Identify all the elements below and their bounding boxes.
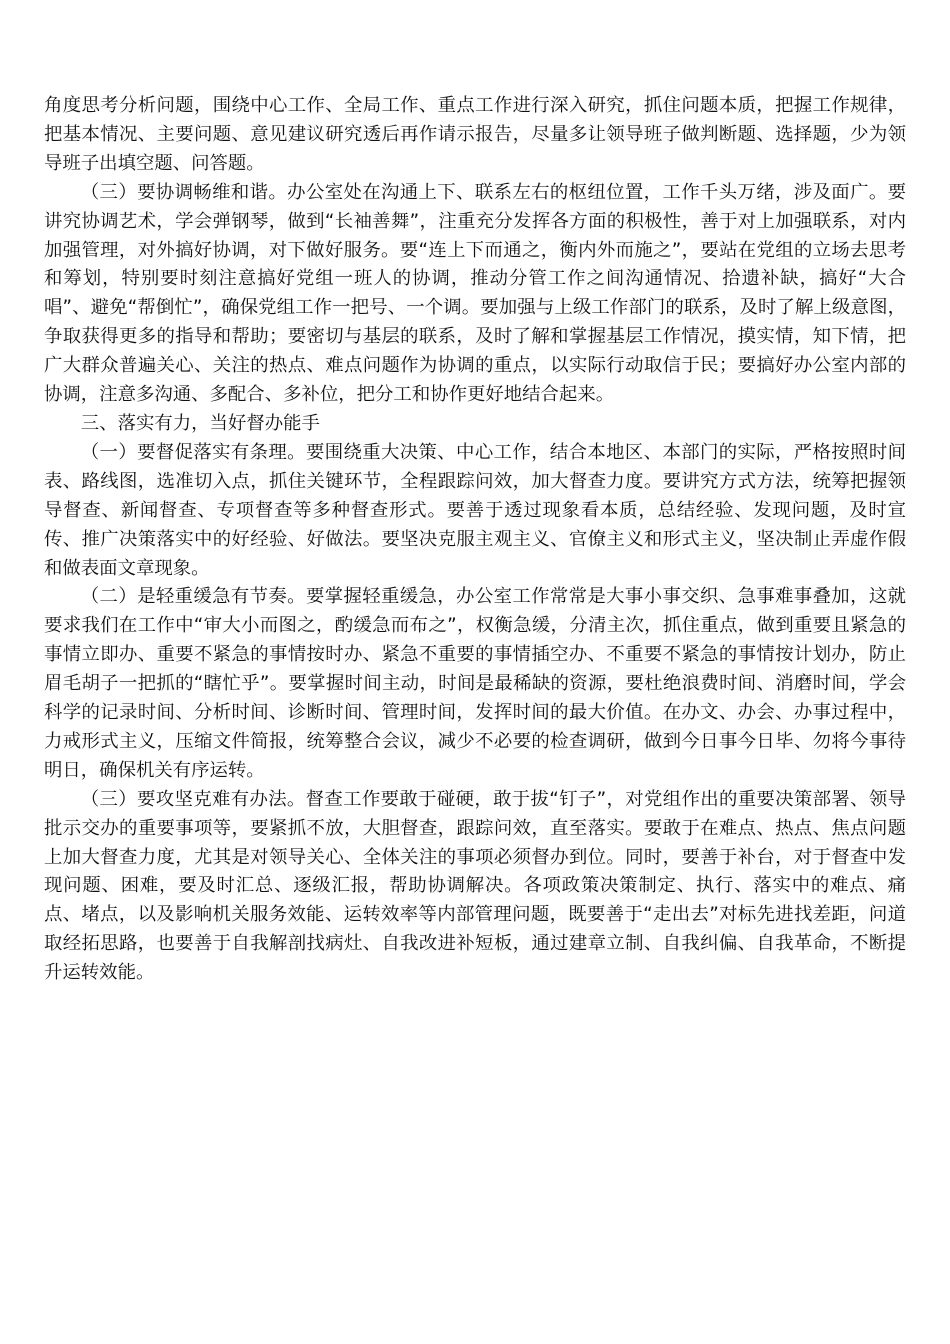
- paragraph-coordination: （三）要协调畅维和谐。办公室处在沟通上下、联系左右的枢纽位置，工作千头万绪，涉及面广。要讲究协调艺术，学会弹钢琴，做到“长袖善舞”，注重充分发挥各方面的积极性，善于对上加强联系，对内加强管理，对外搞好协调，对下做好服务。要“连上下而通之，衡内外而施之”，要站在党组的立场去思考和筹划，特别要时刻注意搞好党组一班人的协调，推动分管工作之间沟通情况、拾遗补缺，搞好“大合唱”、避免“帮倒忙”，确保党组工作一把号、一个调。要加强与上级工作部门的联系，及时了解上级意图，争取获得更多的指导和帮助；要密切与基层的联系，及时了解和掌握基层工作情况，摸实情，知下情，把广大群众普遍关心、关注的热点、难点问题作为协调的重点，以实际行动取信于民；要搞好办公室内部的协调，注意多沟通、多配合、多补位，把分工和协作更好地结合起来。: [44, 181, 906, 406]
- section-heading: 三、落实有力，当好督办能手: [80, 412, 320, 434]
- document-body: [44, 92, 906, 988]
- paragraph-supervision-order: （一）要督促落实有条理。要围绕重大决策、中心工作，结合本地区、本部门的实际，严格按照时间表、路线图，选准切入点，抓住关键环节，全程跟踪问效，加大督查力度。要讲究方式方法，统筹把握领导督查、新闻督查、专项督查等多种督查形式。要善于透过现象看本质，总结经验、发现问题，及时宣传、推广决策落实中的好经验、好做法。要坚决克服主观主义、官僚主义和形式主义，坚决制止弄虚作假和做表面文章现象。: [44, 441, 906, 579]
- paragraph-continuation: 角度思考分析问题，围绕中心工作、全局工作、重点工作进行深入研究，抓住问题本质，把握工作规律，把基本情况、主要问题、意见建议研究透后再作请示报告，尽量多让领导班子做判断题、选择题，少为领导班子出填空题、问答题。: [44, 95, 906, 174]
- paragraph-priorities: （二）是轻重缓急有节奏。要掌握轻重缓急，办公室工作常常是大事小事交织、急事难事叠加，这就要求我们在工作中“审大小而图之，酌缓急而布之”，权衡急缓，分清主次，抓住重点，做到重要且紧急的事情立即办、重要不紧急的事情按时办、紧急不重要的事情插空办、不重要不紧急的事情按计划办，防止眉毛胡子一把抓的“瞎忙乎”。要掌握时间主动，时间是最稀缺的资源，要杜绝浪费时间、消磨时间，学会科学的记录时间、分析时间、诊断时间、管理时间，发挥时间的最大价值。在办文、办会、办事过程中，力戒形式主义，压缩文件简报，统筹整合会议，减少不必要的检查调研，做到今日事今日毕、勿将今事待明日，确保机关有序运转。: [44, 586, 906, 781]
- paragraph-tackling-difficulties: （三）要攻坚克难有办法。督查工作要敢于碰硬，敢于拔“钉子”，对党组作出的重要决策部署、领导批示交办的重要事项等，要紧抓不放，大胆督查，跟踪问效，直至落实。要敢于在难点、热点、焦点问题上加大督查力度，尤其是对领导关心、全体关注的事项必须督办到位。同时，要善于补台，对于督查中发现问题、困难，要及时汇总、逐级汇报，帮助协调解决。各项政策决策制定、执行、落实中的难点、痛点、堵点，以及影响机关服务效能、运转效率等内部管理问题，既要善于“走出去”对标先进找差距，问道取经拓思路，也要善于自我解剖找病灶、自我改进补短板，通过建章立制、自我纠偏、自我革命，不断提升运转效能。: [44, 788, 906, 984]
